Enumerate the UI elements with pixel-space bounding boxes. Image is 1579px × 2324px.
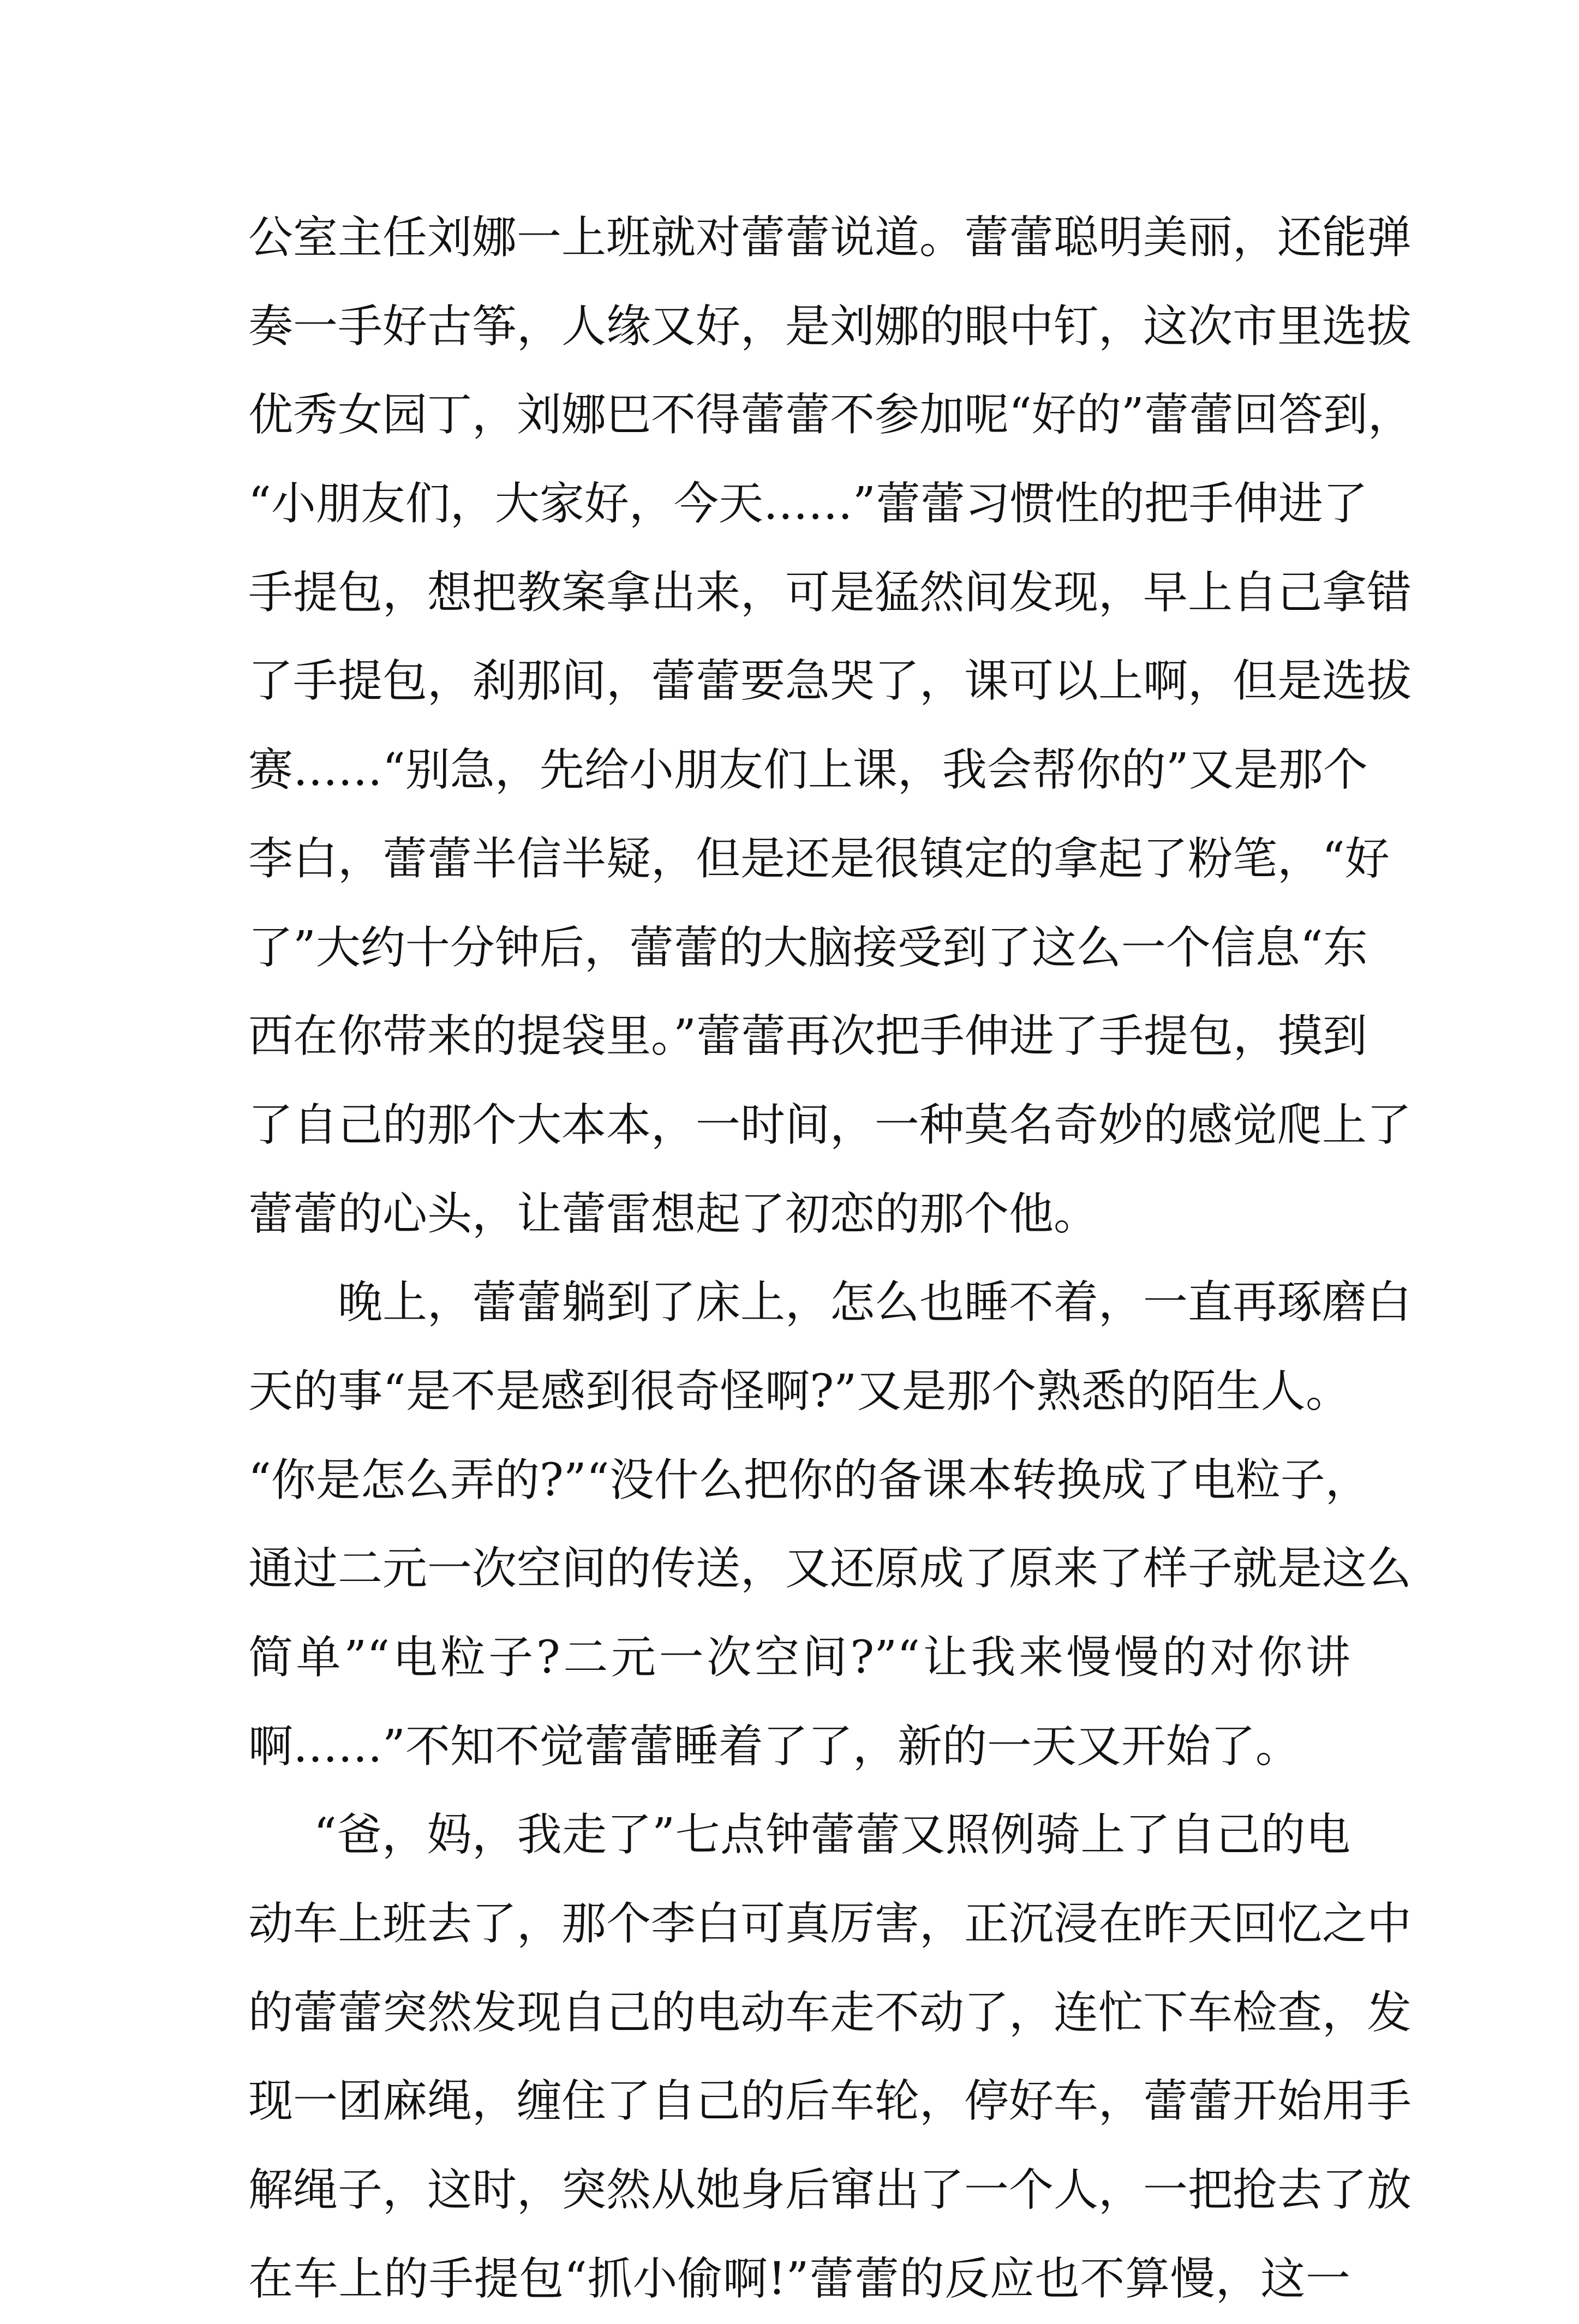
body-text	[248, 194, 1413, 2324]
text-line: 在车上的手提包“抓小偷啊!”蕾蕾的反应也不算慢，这一	[248, 2253, 1350, 2305]
text-line: 解绳子，这时，突然从她身后窜出了一个人，一把抢去了放	[248, 2164, 1412, 2217]
text-line: 手提包，想把教案拿出来，可是猛然间发现，早上自己拿错	[248, 566, 1412, 619]
text-line: 的蕾蕾突然发现自己的电动车走不动了，连忙下车检查，发	[248, 1986, 1412, 2039]
text-line: 西在你带来的提袋里。”蕾蕾再次把手伸进了手提包，摸到	[248, 1010, 1367, 1063]
text-line: 天的事“是不是感到很奇怪啊?”又是那个熟悉的陌生人。	[248, 1365, 1350, 1417]
text-line: 了手提包，刹那间，蕾蕾要急哭了，课可以上啊，但是选拔	[248, 655, 1412, 708]
text-line: 动车上班去了，那个李白可真厉害，正沉浸在昨天回忆之中	[248, 1898, 1412, 1950]
text-line: 赛……“别急，先给小朋友们上课，我会帮你的”又是那个	[248, 744, 1368, 796]
text-line: 啊……”不知不觉蕾蕾睡着了了，新的一天又开始了。	[248, 1720, 1300, 1772]
text-line: 现一团麻绳，缠住了自己的后车轮，停好车，蕾蕾开始用手	[248, 2075, 1412, 2128]
text-line: “小朋友们，大家好，今天……”蕾蕾习惯性的把手伸进了	[248, 478, 1368, 530]
text-line: 优秀女园丁，刘娜巴不得蕾蕾不参加呢“好的”蕾蕾回答到，	[248, 389, 1413, 441]
text-line: “爸，妈，我走了”七点钟蕾蕾又照例骑上了自己的电	[314, 1809, 1350, 1861]
text-line: 了”大约十分钟后，蕾蕾的大脑接受到了这么一个信息“东	[248, 921, 1368, 974]
text-line: “你是怎么弄的?”“没什么把你的备课本转换成了电粒子，	[248, 1454, 1370, 1506]
text-line: 通过二元一次空间的传送，又还原成了原来了样子就是这么	[248, 1543, 1412, 1595]
text-line: 简单”“电粒子?二元一次空间?”“让我来慢慢的对你讲	[248, 1632, 1350, 1684]
text-line: 奏一手好古筝，人缘又好，是刘娜的眼中钉，这次市里选拔	[248, 300, 1412, 352]
text-line: 蕾蕾的心头，让蕾雷想起了初恋的那个他。	[248, 1188, 1099, 1240]
text-line: 了自己的那个大本本，一时间，一种莫名奇妙的感觉爬上了	[248, 1099, 1412, 1151]
text-line: 晚上，蕾蕾躺到了床上，怎么也睡不着，一直再琢磨白	[338, 1277, 1412, 1329]
text-line: 李白，蕾蕾半信半疑，但是还是很镇定的拿起了粉笔，“好	[248, 832, 1390, 885]
text-line: 公室主任刘娜一上班就对蕾蕾说道。蕾蕾聪明美丽，还能弹	[248, 212, 1412, 263]
